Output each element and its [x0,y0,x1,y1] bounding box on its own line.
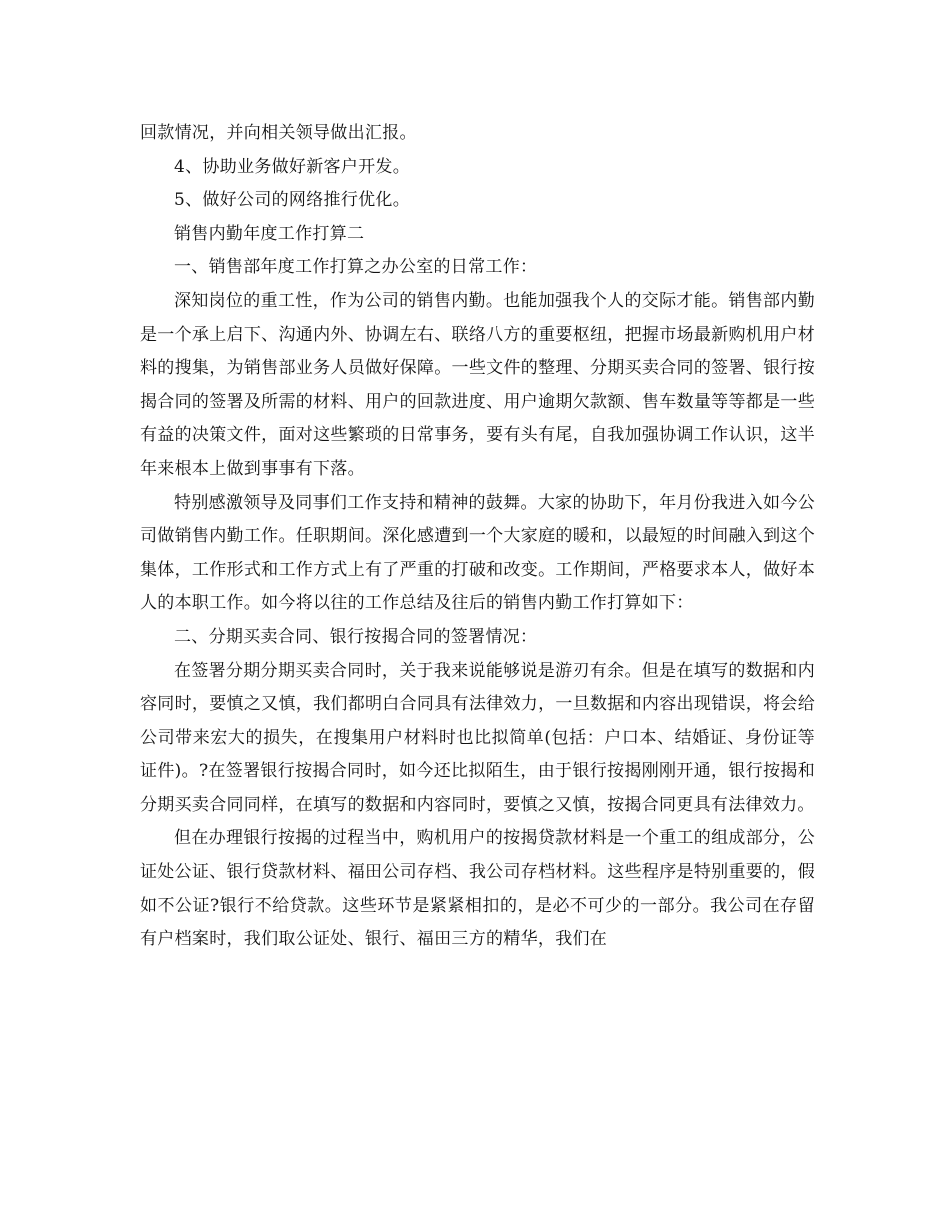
section-title: 销售内勤年度工作打算二 [174,223,365,244]
document-body [140,117,815,957]
section-heading: 二、分期买卖合同、银行按揭合同的签署情况： [174,626,538,647]
section-heading: 一、销售部年度工作打算之办公室的日常工作： [174,257,538,278]
paragraph: 特别感激领导及同事们工作支持和精神的鼓舞。大家的协助下，年月份我进入如今公司做销售内勤工作。任职期间。深化感遭到一个大家庭的暖和，以最短的时间融入到这个集体，工作形式和工作方式上有了严重的打破和改变。工作期间，严格要求本人，做好本人的本职工作。如今将以往的工作总结及往后的销售内勤工作打算如下： [140,492,815,614]
paragraph: 但在办理银行按揭的过程当中，购机用户的按揭贷款材料是一个重工的组成部分，公证处公证、银行贷款材料、福田公司存档、我公司存档材料。这些程序是特别重要的，假如不公证?银行不给贷款。这些环节是紧紧相扣的，是必不可少的一部分。我公司在存留有户档案时，我们取公证处、银行、福田三方的精华，我们在 [140,828,815,950]
list-item: 4、协助业务做好新客户开发。 [174,156,411,177]
list-item: 5、做好公司的网络推行优化。 [174,190,411,211]
paragraph: 深知岗位的重工性，作为公司的销售内勤。也能加强我个人的交际才能。销售部内勤是一个承上启下、沟通内外、协调左右、联络八方的重要枢纽，把握市场最新购机用户材料的搜集，为销售部业务人员做好保障。一些文件的整理、分期买卖合同的签署、银行按揭合同的签署及所需的材料、用户的回款进度、用户逾期欠款额、售车数量等等都是一些有益的决策文件，面对这些繁琐的日常事务，要有头有尾，自我加强协调工作认识，这半年来根本上做到事事有下落。 [140,290,815,479]
paragraph: 回款情况，并向相关领导做出汇报。 [140,123,417,143]
paragraph: 在签署分期分期买卖合同时，关于我来说能够说是游刃有余。但是在填写的数据和内容同时，要慎之又慎，我们都明白合同具有法律效力，一旦数据和内容出现错误，将会给公司带来宏大的损失，在搜集用户材料时也比拟简单(包括：户口本、结婚证、身份证等证件)。?在签署银行按揭合同时，如今还比拟陌生，由于银行按揭刚刚开通，银行按揭和分期买卖合同同样，在填写的数据和内容同时，要慎之又慎，按揭合同更具有法律效力。 [140,660,815,815]
